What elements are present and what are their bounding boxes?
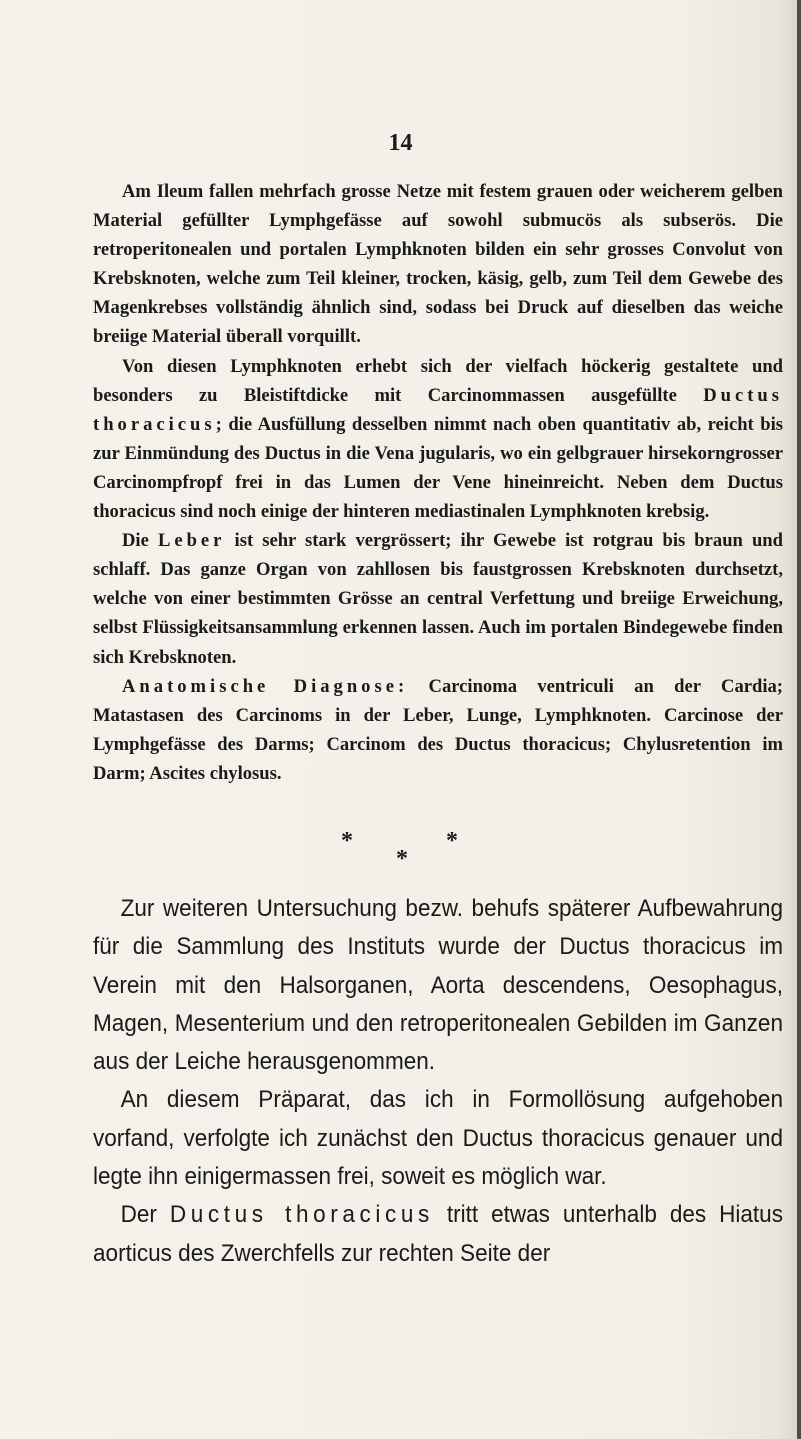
paragraph-ductus-rest: ; die Ausfüllung desselben nimmt nach oben quantitativ ab, reicht bis zur Einmündung des Ductus in die Vena jugularis, wo ein gelbgrauer hirsekorngrosser Carcinompfropf frei in das Lumen der Vene hineinreicht. Neben dem Ductus thoracicus sind noch einige der hinteren mediastinalen Lymphknoten krebsig. [93,413,783,523]
paragraph-ileum: Am Ileum fallen mehrfach grosse Netze mit festem grauen oder weicherem gelben Material gefüllter Lymphgefässe auf sowohl submucös als subserös. Die retroperitonealen und portalen Lymphknoten bilden ein sehr grosses Convolut von Krebsknoten, welche zum Teil kleiner, trocken, käsig, gelb, zum Teil dem Gewebe des Magenkrebses vollständig ähnlich sind, sodass bei Druck auf dieselben das weiche breiige Material überall vorquillt. [93,181,783,348]
paragraph-ductus [93,352,783,527]
upper-text-block [93,177,783,788]
paragraph-ductus-start: Von diesen Lymphknoten erhebt sich der vielfach höckerig gestaltete und besonders zu Bleistiftdicke mit Carcinommassen ausgefüllte [93,355,783,406]
term-leber: Leber [157,530,226,552]
lower-text-block [93,890,783,1273]
term-anatomische-diagnose: Anatomische Diagnose: [122,675,409,697]
paragraph-diagnose [93,672,783,788]
paragraph-ductus-verlauf-start: Der [120,1201,170,1229]
term-ductus-thoracicus: Ductus thoracicus [93,384,783,435]
paragraph-diagnose-rest: Carcinoma ventriculi an der Cardia; Matastasen des Carcinoms in der Leber, Lunge, Lymphknoten. Carcinose der Lymphgefässe des Darms; Carcinom des Ductus thoracicus; Chylusretention im Darm; Ascites chylosus. [93,675,784,784]
paragraph-praeparat: An diesem Präparat, das ich in Formollösung aufgehoben vorfand, verfolgte ich zunächst den Ductus thoracicus genauer und legte ihn einigermassen frei, soweit es möglich war. [93,1086,784,1191]
page-number: 14 [388,130,413,156]
section-divider [0,828,801,884]
page-edge-shadow [797,0,801,1439]
term-ductus-thoracicus-2: Ductus thoracicus [169,1201,434,1229]
paragraph-leber-start: Die [122,530,158,552]
divider-star-right: * [446,828,458,854]
divider-star-bottom: * [396,846,408,872]
paragraph-leber [93,526,783,671]
divider-star-left: * [341,828,353,854]
paragraph-ductus-verlauf-rest: tritt etwas unterhalb des Hiatus aorticus des Zwerchfells zur rechten Seite der [93,1201,783,1267]
paragraph-ductus-verlauf [93,1196,783,1273]
paragraph-untersuchung: Zur weiteren Untersuchung bezw. behufs späterer Aufbewahrung für die Sammlung des Instituts wurde der Ductus thoracicus im Verein mit den Halsorganen, Aorta descendens, Oesophagus, Magen, Mesenterium und den retroperitonealen Gebilden im Ganzen aus der Leiche herausgenommen. [93,895,784,1076]
paragraph-leber-rest: ist sehr stark vergrössert; ihr Gewebe ist rotgrau bis braun und schlaff. Das ganze Organ von zahllosen bis faustgrossen Krebsknoten durchsetzt, welche von einer bestimmten Grösse an central Verfettung und breiige Erweichung, selbst Flüssigkeitsansammlung erkennen lassen. Auch im portalen Bindegewebe finden sich Krebsknoten. [93,530,783,668]
